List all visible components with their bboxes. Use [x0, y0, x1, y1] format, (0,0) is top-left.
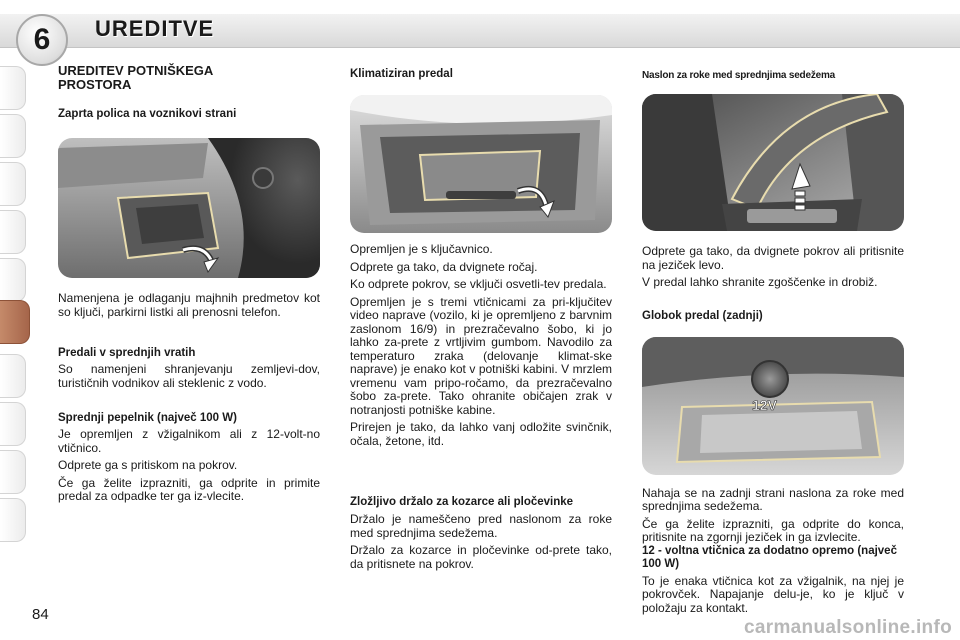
chapter-tab[interactable]: [0, 114, 26, 158]
watermark: carmanualsonline.info: [744, 617, 952, 638]
rear-storage-photo: [642, 337, 904, 475]
column-right: [642, 64, 904, 615]
paragraph: Odprete ga s pritiskom na pokrov.: [58, 458, 238, 472]
armrest-storage-photo: [642, 94, 904, 231]
paragraph: Opremljen je s tremi vtičnicami za pri-ključitev video naprave (vozilo, ki je opremljeno z barvnim zaslonom 16/9) in prezračevalno šobo, ki jo lahko za-prete z vrtljivim gumbom. Navodilo za temperaturo zraka (delovanje klimat-ske naprave) je enako kot v potniški kabini. V mrzlem vremenu vam pripo-ročamo, da prezračevalno šobo za-prete. Tako ohranite običajen zrak v notranjosti potniške kabine.: [350, 294, 612, 417]
chapter-tab[interactable]: [0, 402, 26, 446]
subsection-heading: Zaprta polica na voznikovi strani: [58, 108, 237, 120]
page-number: 84: [32, 606, 49, 623]
cooled-glovebox-photo: [350, 95, 612, 233]
chapter-tab[interactable]: [0, 162, 26, 206]
paragraph: So namenjeni shranjevanju zemljevi-dov, turističnih vodnikov ali steklenic z vodo.: [58, 362, 320, 390]
subsection-heading: 12 - voltna vtičnica za dodatno opremo (največ 100 W): [642, 544, 897, 570]
chapter-tab-active[interactable]: [0, 300, 30, 344]
paragraph: Nahaja se na zadnji strani naslona za roke med sprednjima sedežema.: [642, 485, 904, 513]
paragraph: Držalo za kozarce in pločevinke od-prete tako, da pritisnete na pokrov.: [350, 543, 612, 571]
chapter-tab-strip: [0, 64, 30, 564]
paragraph: V predal lahko shranite zgoščenke in drobiž.: [642, 275, 878, 289]
chapter-tab[interactable]: [0, 66, 26, 110]
subsection-heading: Predali v sprednjih vratih: [58, 347, 196, 359]
paragraph: To je enaka vtičnica kot za vžigalnik, na njej je pokrovček. Napajanje delu-je, ko je ključ v položaju za kontakt.: [642, 573, 904, 615]
chapter-tab[interactable]: [0, 210, 26, 254]
column-middle: [350, 64, 612, 571]
paragraph: Opremljen je s ključavnico.: [350, 242, 493, 256]
paragraph: Ko odprete pokrov, se vključi osvetli-tev predala.: [350, 277, 607, 291]
chapter-number-badge: [16, 14, 68, 66]
chapter-tab[interactable]: [0, 354, 26, 398]
paragraph: Če ga želite izprazniti, ga odprite do konca, pritisnite na zgornji jeziček in ga izvlecite.: [642, 516, 904, 544]
chapter-tab[interactable]: [0, 258, 26, 302]
paragraph: Če ga želite izprazniti, ga odprite in primite predal za odpadke ter ga iz-vlecite.: [58, 475, 320, 503]
chapter-number: 6: [33, 23, 51, 56]
paragraph: Odprete ga tako, da dvignete pokrov ali pritisnite na jeziček levo.: [642, 244, 904, 272]
photo-label-12v: 12V: [752, 396, 777, 413]
subsection-heading: Klimatiziran predal: [350, 68, 453, 80]
glovebox-driver-photo: [58, 138, 320, 278]
subsection-heading: Zložljivo držalo za kozarce ali pločevinke: [350, 496, 574, 508]
chapter-tab[interactable]: [0, 498, 26, 542]
subsection-heading: Globok predal (zadnji): [642, 309, 763, 322]
paragraph: Odprete ga tako, da dvignete ročaj.: [350, 259, 538, 274]
chapter-title: UREDITVE: [95, 16, 215, 41]
section-title: UREDITEV POTNIŠKEGA PROSTORA: [58, 63, 213, 92]
paragraph: Prirejen je tako, da lahko vanj odložite svinčnik, očala, žetone, itd.: [350, 420, 612, 448]
paragraph: Držalo je nameščeno pred naslonom za roke med sprednjima sedežema.: [350, 512, 612, 540]
paragraph: Je opremljen z vžigalnikom ali z 12-volt-no vtičnico.: [58, 427, 320, 455]
column-left: [58, 64, 320, 504]
subsection-heading: Naslon za roke med sprednjima sedežema: [642, 70, 836, 81]
chapter-tab[interactable]: [0, 450, 26, 494]
paragraph: Namenjena je odlaganju majhnih predmetov kot so ključi, parkirni listki ali prenosni telefon.: [58, 291, 320, 319]
subsection-heading: Sprednji pepelnik (največ 100 W): [58, 412, 237, 424]
